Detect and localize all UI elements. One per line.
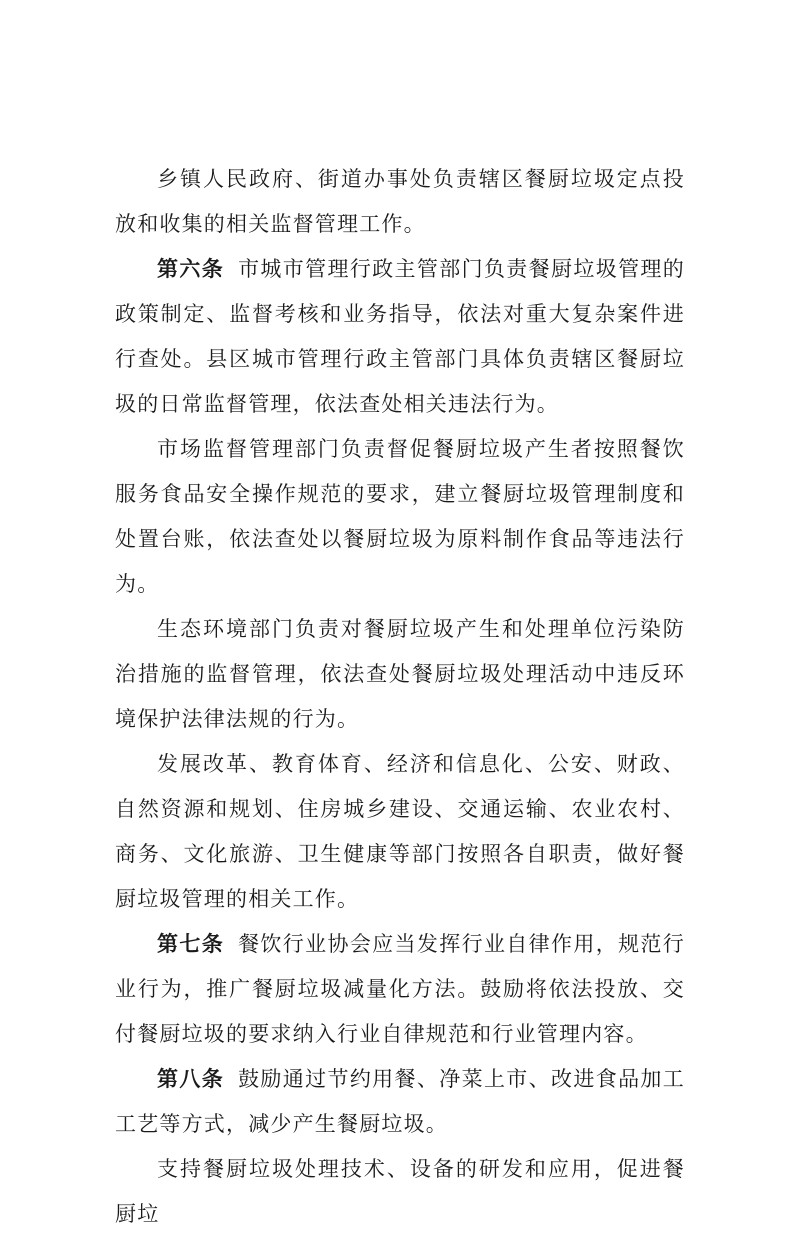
paragraph-article-8 <box>115 1057 685 1147</box>
paragraph-8 <box>115 1147 685 1237</box>
article-heading: 第八条 <box>157 1067 225 1091</box>
paragraph-3 <box>115 427 685 607</box>
paragraph-article-7 <box>115 922 685 1057</box>
paragraph-article-6 <box>115 247 685 427</box>
paragraph-text: 市城市管理行政主管部门负责餐厨垃圾管理的政策制定、监督考核和业务指导，依法对重大复杂案件进行查处。县区城市管理行政主管部门具体负责辖区餐厨垃圾的日常监督管理，依法查处相关违法行为。 <box>115 257 685 416</box>
document-body <box>115 157 685 1237</box>
paragraph-text: 支持餐厨垃圾处理技术、设备的研发和应用，促进餐厨垃 <box>115 1157 685 1226</box>
paragraph-text: 乡镇人民政府、街道办事处负责辖区餐厨垃圾定点投放和收集的相关监督管理工作。 <box>115 167 685 236</box>
paragraph-text: 市场监督管理部门负责督促餐厨垃圾产生者按照餐饮服务食品安全操作规范的要求，建立餐厨垃圾管理制度和处置台账，依法查处以餐厨垃圾为原料制作食品等违法行为。 <box>115 437 685 596</box>
paragraph-text: 餐饮行业协会应当发挥行业自律作用，规范行业行为，推广餐厨垃圾减量化方法。鼓励将依法投放、交付餐厨垃圾的要求纳入行业自律规范和行业管理内容。 <box>115 932 685 1046</box>
paragraph-1 <box>115 157 685 247</box>
article-heading: 第六条 <box>157 257 225 281</box>
paragraph-text: 生态环境部门负责对餐厨垃圾产生和处理单位污染防治措施的监督管理，依法查处餐厨垃圾处理活动中违反环境保护法律法规的行为。 <box>115 617 685 731</box>
article-heading: 第七条 <box>157 932 225 956</box>
paragraph-text: 发展改革、教育体育、经济和信息化、公安、财政、自然资源和规划、住房城乡建设、交通运输、农业农村、商务、文化旅游、卫生健康等部门按照各自职责，做好餐厨垃圾管理的相关工作。 <box>115 752 685 911</box>
paragraph-text: 鼓励通过节约用餐、净菜上市、改进食品加工工艺等方式，减少产生餐厨垃圾。 <box>115 1067 685 1136</box>
paragraph-5 <box>115 742 685 922</box>
paragraph-4 <box>115 607 685 742</box>
